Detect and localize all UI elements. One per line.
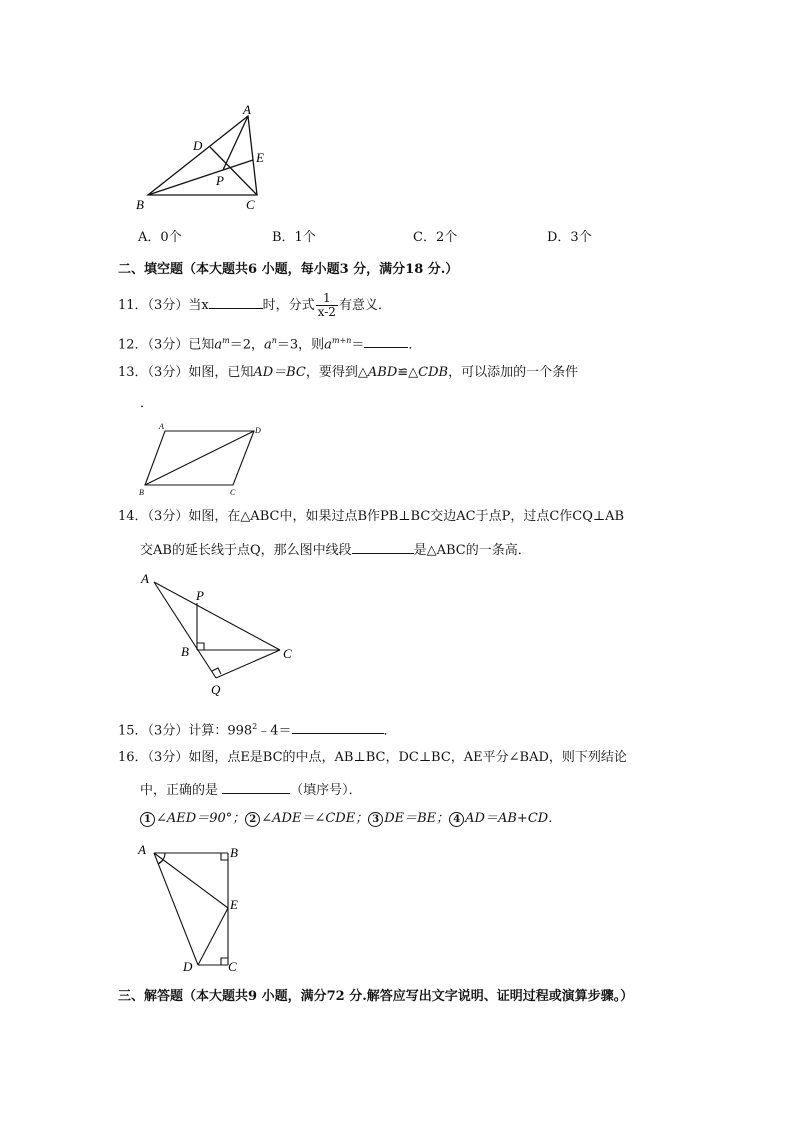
q11-prefix: 11．（3分）当 [118,298,202,313]
figure-q10-triangle [130,100,280,215]
label-a: A [138,842,146,857]
option-b: B．1个 [272,230,316,245]
question-16-statements [140,810,561,828]
label-q: Q [211,682,221,697]
q15-exponent: 2 [252,722,258,731]
option-d: D．3个 [547,230,592,245]
angle-arc-a-2 [158,860,163,864]
q16-answer-blank[interactable] [222,780,290,794]
q11-fraction [316,292,338,319]
q12-base-2: a [263,337,272,353]
statement-4: AD＝AB+CD． [465,811,562,826]
segment-de [198,908,228,965]
q11-answer-blank[interactable] [209,295,263,309]
label-c: C [230,488,236,497]
statement-1: ∠AED＝90°； [156,811,246,826]
q13-cdb: CDB [418,365,449,380]
label-a: A [243,102,251,117]
label-b: B [181,644,189,659]
q14-text-b: 是△ABC的一条高． [413,543,531,558]
q12-exp-2: n [271,336,277,345]
label-b: B [230,845,238,860]
q11-numerator: 1 [316,292,338,306]
q16-text-a: 中，正确的是 [140,783,219,798]
statement-4-marker: 4 [449,812,464,827]
q13-ad-bc: AD＝BC [253,365,306,380]
q11-suffix: 有意义． [338,298,391,313]
q15-suffix: ． [383,723,397,739]
q12-exp-3: m+n [331,336,352,345]
label-p: P [216,173,224,188]
q12-exp-1: m [222,336,230,345]
q15-mid: ﹣4＝ [257,723,292,739]
diagonal-bd [145,431,254,485]
label-a: A [159,422,164,431]
question-16-line-1: 16．（3分）如图，点E是BC的中点，AB⊥BC，DC⊥BC，AE平分∠BAD，则下列结论 [118,750,627,765]
segment-ac [154,582,280,650]
q12-suffix: ． [408,337,422,353]
q13-cong: ≌△ [397,365,419,380]
statement-3: DE＝BE； [384,811,450,826]
q13-text-a: 13．（3分）如图，已知 [118,365,254,380]
q11-denominator: x-2 [317,305,336,319]
figure-q16-trapezoid [130,838,260,978]
label-e: E [230,897,238,912]
segment-ap [223,116,248,170]
option-c: C．2个 [413,230,458,245]
label-c: C [246,197,255,212]
triangle-abc [148,116,257,195]
label-d: D [183,959,193,974]
label-d: D [255,426,261,435]
q14-text-a: 交AB的延长线于点Q，那么图中线段 [140,543,352,558]
label-c: C [228,959,237,974]
statement-3-marker: 3 [368,812,383,827]
q16-text-b: （填序号）． [290,783,362,798]
segment-aq [154,582,216,678]
segment-qc [216,650,280,678]
option-a: A．0个 [138,230,182,245]
label-p: P [196,588,204,603]
q15-answer-blank[interactable] [292,720,384,734]
q13-text-b: ，要得到△ [305,365,368,380]
label-e: E [256,150,264,165]
question-13-line-2: ． [140,396,154,411]
figure-q14-triangle [135,570,305,700]
statement-2-marker: 2 [245,812,260,827]
section-2-heading: 二、填空题（本大题共6 小题，每小题3 分，满分18 分.） [118,262,459,277]
right-angle-c [221,958,228,965]
question-12 [118,332,421,354]
label-a: A [141,571,149,586]
question-13-line-1 [118,364,578,382]
question-14-line-2 [140,540,531,560]
label-b: B [139,488,144,497]
q12-text-3: ＝ [351,337,365,353]
question-14-line-1: 14．（3分）如图，在△ABC中，如果过点B作PB⊥BC交边AC于点P，过点C作CQ⊥AB [118,509,625,524]
section-3-heading: 三、解答题（本大题共9 小题，满分72 分.解答应写出文字说明、证明过程或演算步骤。） [118,989,634,1004]
q13-abd: ABD [367,365,398,380]
question-15 [118,718,397,740]
question-16-line-2 [140,780,362,800]
right-angle-b [197,643,204,650]
statement-2: ∠ADE＝∠CDE； [261,811,369,826]
segment-be [148,160,253,195]
q11-after-blank: 时，分式 [262,298,315,313]
q14-answer-blank[interactable] [352,540,414,554]
q11-var: x [201,298,209,313]
q12-base-3: a [324,337,332,353]
figure-q13-parallelogram [135,420,270,502]
q12-base-1: a [214,337,223,353]
right-angle-b [221,853,228,860]
q12-text-1: ＝2， [229,337,264,353]
question-11 [118,292,391,319]
label-b: B [136,197,144,212]
q12-answer-blank[interactable] [364,334,408,348]
label-c: C [283,646,292,661]
label-d: D [193,138,203,153]
q12-prefix: 12．（3分）已知 [118,337,215,353]
q15-prefix: 15．（3分）计算：998 [118,723,253,739]
q12-text-2: ＝3，则 [276,337,325,353]
q13-text-c: ，可以添加的一个条件 [448,365,579,380]
statement-1-marker: 1 [140,812,155,827]
